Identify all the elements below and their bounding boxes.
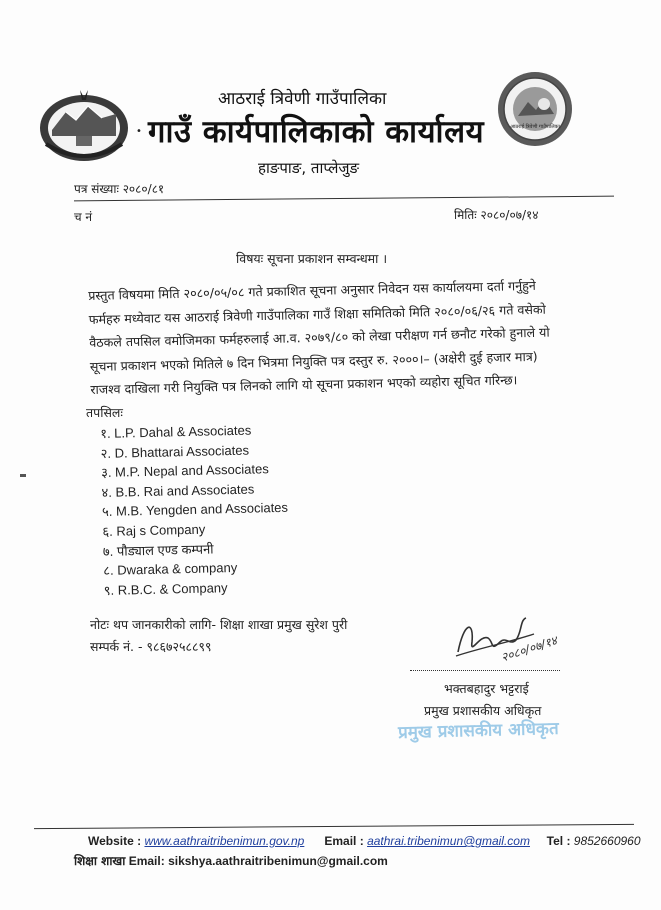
firm-list xyxy=(100,420,290,601)
list-item: ७. पौड्याल एण्ड कम्पनी xyxy=(102,541,214,559)
note-text: नोटः थप जानकारीको लागि- शिक्षा शाखा प्रमुख सुरेश पुरी xyxy=(90,617,348,632)
website-link[interactable]: www.aathraitribenimun.gov.np xyxy=(144,834,305,848)
list-heading: तपसिलः xyxy=(86,405,123,420)
dept-email-label: Email: xyxy=(128,854,165,868)
footer-divider xyxy=(34,824,634,829)
header-location: हाङपाङ, ताप्लेजुङ xyxy=(258,159,360,177)
body-line: सूचना प्रकाशन भएको मितिले ७ दिन भित्रमा नियुक्ति पत्र दस्तुर रु. २०००।– (अक्षेरी दुई हजार मात्र) xyxy=(89,348,538,374)
list-item: ९. R.B.C. & Company xyxy=(103,579,228,598)
bullet-dot: • xyxy=(136,126,142,137)
signature-date: २०८०/०७/१४ xyxy=(499,633,559,665)
signature-line xyxy=(410,670,560,671)
body-line: राजश्व दाखिला गरी नियुक्ति पत्र लिनको लागि यो सूचना प्रकाशन भएको व्यहोरा सूचित गरिन्छ। xyxy=(90,372,518,397)
letter-date: मितिः २०८०/०७/१४ xyxy=(454,208,539,222)
footer-dept-line xyxy=(74,852,388,869)
header-subtitle: आठराई त्रिवेणी गाउँपालिका xyxy=(218,89,387,109)
list-item: ५. M.B. Yengden and Associates xyxy=(101,500,289,520)
header-title: गाउँ कार्यपालिकाको कार्यालय xyxy=(148,114,485,150)
email-link[interactable]: aathrai.tribenimun@gmail.com xyxy=(367,834,530,848)
list-item: ४. B.B. Rai and Associates xyxy=(101,481,255,500)
dept-email[interactable]: sikshya.aathraitribenimun@gmail.com xyxy=(168,854,388,868)
list-item: ८. Dwaraka & company xyxy=(103,560,238,579)
list-item: ६. Raj s Company xyxy=(102,521,206,539)
signatory-title: प्रमुख प्रशासकीय अधिकृत xyxy=(424,703,542,718)
list-item: ३. M.P. Nepal and Associates xyxy=(100,461,269,481)
seal-caption: आठराई त्रिवेणी गाउँपालिका xyxy=(510,124,560,130)
punch-mark xyxy=(20,474,26,477)
signatory-name: भक्तबहादुर भट्टराई xyxy=(444,681,529,696)
dispatch-number: च नं xyxy=(74,210,93,224)
letter-number: पत्र संख्याः २०८०/८१ xyxy=(74,182,165,196)
municipality-seal-logo xyxy=(496,70,574,148)
body-line: प्रस्तुत विषयमा मिति २०८०/०५/०८ गते प्रकाशित सूचना अनुसार निवेदन यस कार्यालयमा दर्ता गर्नुहुने xyxy=(88,277,536,303)
tel-label: Tel : xyxy=(546,834,571,848)
dept-label: शिक्षा शाखा xyxy=(74,854,126,868)
official-stamp: प्रमुख प्रशासकीय अधिकृत xyxy=(397,718,559,744)
body-line: वैठकले तपसिल वमोजिमका फर्महरुलाई आ.व. २०७९/८० को लेखा परीक्षण गर्न छनौट गरेको हुनाले यो xyxy=(89,324,550,350)
contact-number: सम्पर्क नं. - ९८६७२५८८९९ xyxy=(90,639,212,654)
website-label: Website : xyxy=(88,834,142,848)
notice-body xyxy=(88,272,611,401)
list-item: २. D. Bhattarai Associates xyxy=(100,442,250,461)
list-item: १. L.P. Dahal & Associates xyxy=(100,422,252,441)
email-label: Email : xyxy=(324,834,364,848)
body-line: फर्महरु मध्येवाट यस आठराई त्रिवेणी गाउँपालिका गाउँ शिक्षा समितिको मिति २०८०/०६/२६ गते वसेको xyxy=(88,301,547,327)
tel-number: 9852660960 xyxy=(573,834,641,848)
nepal-emblem-logo xyxy=(36,86,132,164)
footer-contact-line xyxy=(88,834,641,848)
subject-line: विषयः सूचना प्रकाशन सम्वन्धमा । xyxy=(236,251,388,266)
